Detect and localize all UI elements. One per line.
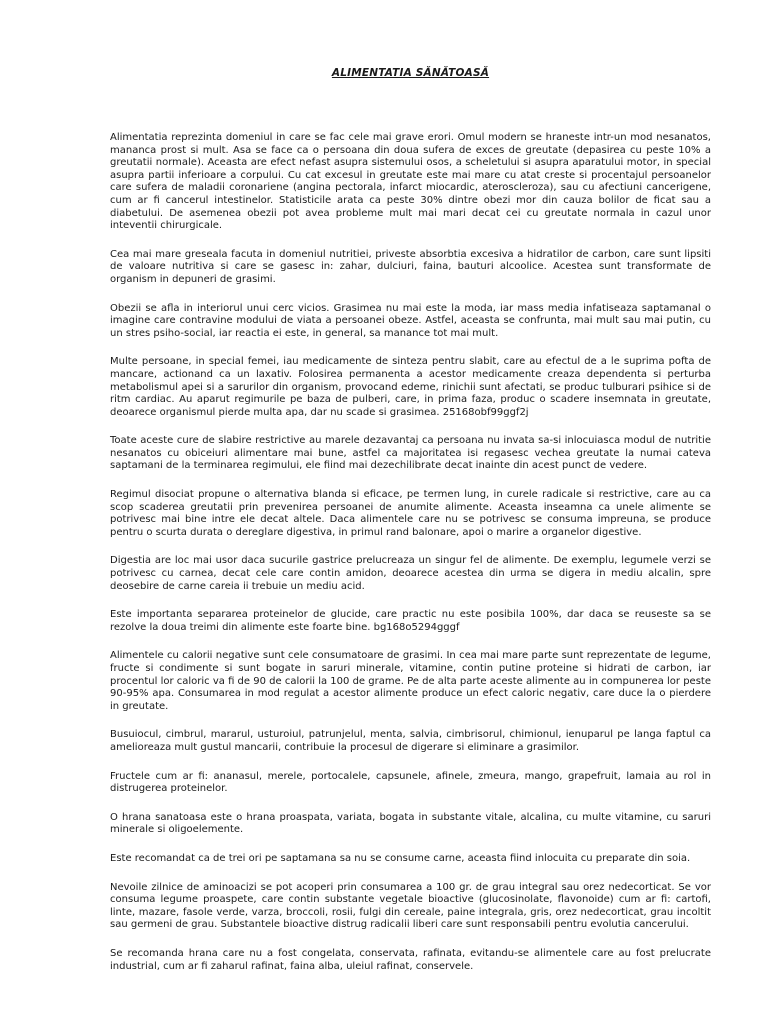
paragraph: Se recomanda hrana care nu a fost congelata, conservata, rafinata, evitandu-se alimentele care au fost prelucrate industrial, cum ar fi zaharul rafinat, faina alba, uleiul rafinat, conservele.: [110, 947, 711, 972]
paragraph: Digestia are loc mai usor daca sucurile gastrice prelucreaza un singur fel de alimente. De exemplu, legumele verzi se potrivesc cu carnea, decat cele care contin amidon, deoarece acestea din urma se digera in mediu alcalin, spre deosebire de carne careia ii trebuie un mediu acid.: [110, 555, 711, 592]
paragraph: Fructele cum ar fi: ananasul, merele, portocalele, capsunele, afinele, zmeura, mango, grapefruit, lamaia au rol in distrugerea proteinelor.: [110, 770, 711, 795]
document-body: [110, 132, 711, 973]
paragraph: Este recomandat ca de trei ori pe saptamana sa nu se consume carne, aceasta fiind inlocuita cu preparate din soia.: [110, 852, 691, 864]
paragraph: Multe persoane, in special femei, iau medicamente de sinteza pentru slabit, care au efectul de a le suprima pofta de mancare, actionand ca un laxativ. Folosirea permanenta a acestor medicamente creaza dependenta si perturba metabolismul apei si a sarurilor din organism, provocand edeme, rinichii sunt afectati, se produc tulburari psihice si de ritm cardiac. Au aparut regimurile pe baza de pulberi, care, in prima faza, produc o scadere insemnata in greutate, deoarece organismul pierde multa apa, dar nu scade si grasimea. 25168obf99ggf2j: [110, 356, 711, 418]
paragraph: Obezii se afla in interiorul unui cerc vicios. Grasimea nu mai este la moda, iar mass media infatiseaza saptamanal o imagine care contravine modului de viata a persoanei obeze. Astfel, aceasta se confrunta, mai mult sau mai putin, cu un stres psiho-social, iar reactia ei este, in general, sa manance tot mai mult.: [110, 302, 711, 339]
paragraph: Alimentele cu calorii negative sunt cele consumatoare de grasimi. In cea mai mare parte sunt reprezentate de legume, fructe si condimente si sunt bogate in saruri minerale, vitamine, contin putine proteine si hidrati de carbon, iar procentul lor caloric va fi de 90 de calorii la 100 de grame. Pe de alta parte aceste alimente au in compunerea lor peste 90-95% apa. Consumarea in mod regulat a acestor alimente produce un efect caloric negativ, care duce la o pierdere in greutate.: [110, 650, 711, 712]
paragraph: Nevoile zilnice de aminoacizi se pot acoperi prin consumarea a 100 gr. de grau integral sau orez nedecorticat. Se vor consuma legume proaspete, care contin substante vegetale bioactive (glucosinolate, flavonoide) cum ar fi: cartofi, linte, mazare, fasole verde, varza, broccoli, rosii, fulgi din cereale, paine integrala, gris, orez nedecorticat, grau incoltit sau germeni de grau. Substantele bioactive distrug radicalii liberi care sunt responsabili pentru evolutia cancerului.: [110, 881, 711, 931]
paragraph: Toate aceste cure de slabire restrictive au marele dezavantaj ca persoana nu invata sa-si inlocuiasca modul de nutritie nesanatos cu obiceiuri alimentare mai bune, astfel ca majoritatea isi regasesc vechea greutate la numai cateva saptamani de la terminarea regimului, ele fiind mai dezechilibrate decat inainte din acest punct de vedere.: [110, 435, 711, 472]
paragraph: Busuiocul, cimbrul, mararul, usturoiul, patrunjelul, menta, salvia, cimbrisorul, chimionul, ienuparul pe langa faptul ca amelioreaza mult gustul mancarii, contribuie la procesul de digerare si eliminare a grasimilor.: [110, 729, 711, 753]
paragraph: Regimul disociat propune o alternativa blanda si eficace, pe termen lung, in curele radicale si restrictive, care au ca scop scaderea greutatii prin prevenirea persoanei de anumite alimente. Aceasta inseamna ca unele alimente se potrivesc mai bine intre ele decat altele. Daca alimentele care nu se potrivesc se consuma impreuna, se produce pentru o scurta durata o dereglare digestiva, in primul rand balonare, apoi o marire a organelor digestive.: [110, 489, 711, 538]
paragraph: Alimentatia reprezinta domeniul in care se fac cele mai grave erori. Omul modern se hraneste intr-un mod nesanatos, mananca prost si mult. Asa se face ca o persoana din doua sufera de exces de greutate (depasirea cu peste 10% a greutatii normale). Aceasta are efect nefast asupra sistemului osos, a scheletului si asupra aparatului motor, in special asupra partii inferioare a corpului. Cu cat excesul in greutate este mai mare cu atat creste si procentajul persoanelor care sufera de maladii coronariene (angina pectorala, infarct miocardic, ateroscleroza), sau cu afectiuni cancerigene, cum ar fi cancerul intestinelor. Statisticile arata ca peste 30% dintre obezi mor din cauza bolilor de ficat sau a diabetului. De asemenea obezii pot avea probleme mult mai mari decat cei cu greutate normala in cazul unor inteventii chirurgicale.: [110, 132, 711, 232]
paragraph: Cea mai mare greseala facuta in domeniul nutritiei, priveste absorbtia excesiva a hidratilor de carbon, care sunt lipsiti de valoare nutritiva si care se gasesc in: zahar, dulciuri, faina, bauturi alcoolice. Acestea sunt transformate de organism in depuneri de grasimi.: [110, 248, 711, 285]
document-title: ALIMENTATIA SĂNĂTOASĂ: [331, 67, 490, 79]
paragraph: Este importanta separarea proteinelor de glucide, care practic nu este posibila 100%, dar daca se reuseste sa se rezolve la doua treimi din alimente este foarte bine. bg168o5294gggf: [110, 609, 711, 633]
paragraph: O hrana sanatoasa este o hrana proaspata, variata, bogata in substante vitale, alcalina, cu multe vitamine, cu saruri minerale si oligoelemente.: [110, 811, 711, 836]
